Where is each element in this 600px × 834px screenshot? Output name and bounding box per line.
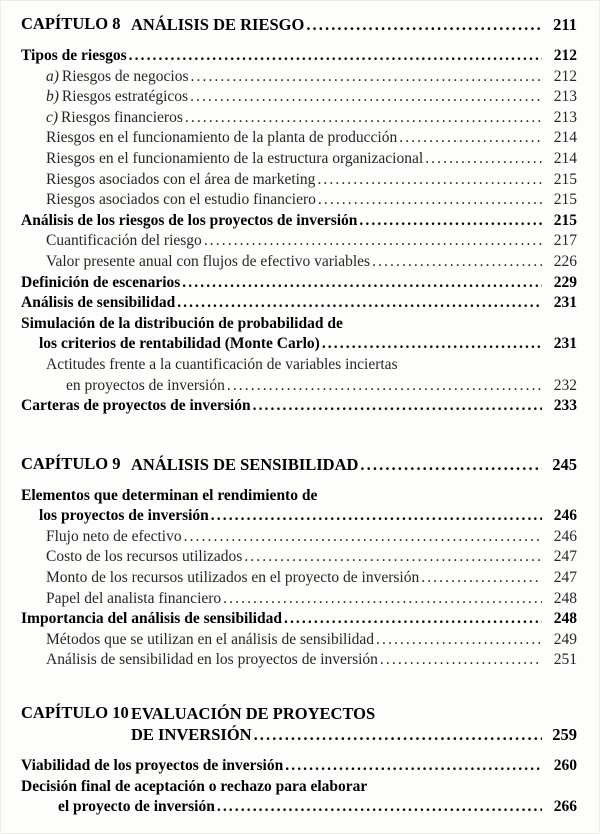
dot-leader [185, 108, 542, 129]
entry-title: Definición de escenarios [21, 273, 181, 291]
dot-leader [227, 376, 542, 397]
page-number: 226 [553, 252, 577, 270]
entry-title: Viabilidad de los proyectos de inversión [21, 757, 284, 775]
entry-letter: a) [46, 67, 59, 85]
chapter-heading [21, 703, 577, 745]
entry-title: a) Riesgos de negocios [46, 67, 189, 85]
page-number: 233 [553, 397, 577, 415]
dot-leader [223, 589, 542, 610]
toc-entry [21, 376, 577, 397]
dot-leader [399, 128, 542, 149]
chapter-title-line [131, 14, 577, 35]
entry-letter: b) [46, 88, 59, 106]
entry-title: Cuantificación del riesgo [46, 232, 202, 250]
chapter-title: ANÁLISIS DE SENSIBILIDAD [131, 454, 359, 474]
page-number: 211 [553, 15, 577, 34]
toc-entry [21, 547, 577, 568]
page-number: 248 [553, 589, 577, 607]
dot-leader [244, 547, 542, 568]
entry-title: Elementos que determinan el rendimiento de [21, 486, 318, 504]
dot-leader [284, 609, 542, 630]
dot-leader [425, 149, 542, 170]
page-number: 266 [553, 798, 577, 816]
page-number: 215 [553, 191, 577, 209]
dot-leader [317, 170, 542, 191]
entry-letter: c) [46, 108, 59, 126]
entry-title: Costo de los recursos utilizados [46, 548, 243, 566]
toc-entry [21, 314, 577, 335]
toc-entry [21, 67, 577, 88]
page-number: 251 [553, 651, 577, 669]
dot-leader [129, 46, 542, 67]
dot-leader [318, 190, 542, 211]
toc-entry [21, 589, 577, 610]
toc-entry [21, 777, 577, 798]
dot-leader [177, 293, 542, 314]
page-number: 213 [553, 88, 577, 106]
toc-entry [21, 396, 577, 417]
toc-entry [21, 273, 577, 294]
dot-leader [184, 527, 542, 548]
toc-entry [21, 506, 577, 527]
page-number: 259 [552, 725, 577, 745]
page-number: 217 [553, 232, 577, 250]
dot-leader [217, 797, 542, 818]
dot-leader [322, 334, 542, 355]
chapter-label: CAPÍTULO 10 [21, 703, 129, 723]
chapter-title-lines [131, 454, 577, 475]
entry-title: Métodos que se utilizan en el análisis de sensibilidad [46, 630, 375, 648]
entry-title: Tipos de riesgos [21, 47, 127, 64]
chapter-title-lines [131, 703, 577, 745]
toc-entry [21, 170, 577, 191]
entry-title: Simulación de la distribución de probabilidad de [21, 314, 343, 332]
chapter-title-line [131, 454, 577, 475]
page-number: 260 [553, 757, 577, 775]
entry-title: Papel del analista financiero [46, 589, 222, 607]
toc-entry [21, 293, 577, 314]
toc-entry [21, 609, 577, 630]
dot-leader [191, 67, 543, 88]
page-number: 246 [553, 527, 577, 545]
toc [21, 14, 577, 818]
entry-title: Riesgos en el funcionamiento de la estructura organizacional [46, 149, 424, 167]
entry-title: Decisión final de aceptación o rechazo para elaborar [21, 777, 368, 795]
toc-entry [21, 149, 577, 170]
dot-leader [254, 724, 542, 745]
page-number: 246 [553, 507, 577, 525]
page-number: 247 [553, 569, 577, 587]
page-number: 213 [553, 108, 577, 126]
page-number: 245 [552, 454, 577, 474]
toc-entry [21, 211, 577, 232]
chapter-title: EVALUACIÓN DE PROYECTOS [131, 704, 376, 724]
entry-title: Monto de los recursos utilizados en el proyecto de inversión [46, 569, 420, 587]
toc-section [21, 454, 577, 671]
toc-entry [21, 252, 577, 273]
dot-leader [306, 14, 542, 35]
entry-title: Riesgos en el funcionamiento de la planta de producción [46, 129, 398, 147]
toc-section [21, 703, 577, 818]
page-number: 231 [553, 335, 577, 353]
entry-title: los proyectos de inversión [39, 507, 209, 525]
toc-entry [21, 128, 577, 149]
entry-title: Análisis de sensibilidad [21, 294, 176, 312]
page-number: 215 [553, 211, 577, 229]
page-number: 229 [553, 273, 577, 291]
entry-title: Importancia del análisis de sensibilidad [21, 610, 282, 628]
toc-entry [21, 568, 577, 589]
chapter-heading [21, 14, 577, 35]
dot-leader [211, 506, 542, 527]
chapter-title: DE INVERSIÓN [131, 725, 252, 745]
toc-section [21, 14, 577, 417]
dot-leader [285, 756, 542, 777]
chapter-heading [21, 454, 577, 475]
entry-title: Riesgos asociados con el área de marketing [46, 170, 316, 188]
chapter-label: CAPÍTULO 9 [21, 453, 121, 473]
toc-entry [21, 231, 577, 252]
dot-leader [372, 252, 542, 273]
chapter-title-line [131, 703, 577, 724]
entry-title: Riesgos asociados con el estudio financiero [46, 191, 316, 209]
page-number: 232 [553, 376, 577, 394]
toc-entry [21, 46, 577, 67]
toc-entry [21, 108, 577, 129]
entry-title: Carteras de proyectos de inversión [21, 397, 251, 415]
entry-title: el proyecto de inversión [58, 798, 215, 816]
page-number: 231 [553, 294, 577, 312]
entry-title: Flujo neto de efectivo [46, 527, 182, 545]
page-number: 248 [553, 610, 577, 628]
dot-leader [360, 454, 542, 475]
toc-entry [21, 190, 577, 211]
entry-title: los criterios de rentabilidad (Monte Carlo) [39, 335, 320, 353]
entry-title: en proyectos de inversión [66, 376, 225, 394]
toc-entry [21, 355, 577, 376]
dot-leader [359, 211, 542, 232]
dot-leader [190, 87, 542, 108]
dot-leader [421, 568, 542, 589]
entry-title: b) Riesgos estratégicos [46, 88, 189, 106]
dot-leader [182, 273, 542, 294]
dot-leader [204, 231, 542, 252]
dot-leader [380, 650, 542, 671]
toc-entry [21, 630, 577, 651]
page-number: 247 [553, 548, 577, 566]
toc-entry [21, 87, 577, 108]
page-number: 214 [553, 149, 577, 167]
toc-entry [21, 334, 577, 355]
entry-title: Análisis de sensibilidad en los proyectos de inversión [46, 651, 378, 669]
toc-entry [21, 650, 577, 671]
dot-leader [253, 396, 542, 417]
entry-title: Análisis de los riesgos de los proyectos de inversión [21, 211, 358, 229]
chapter-title: ANÁLISIS DE RIESGO [131, 15, 305, 34]
chapter-label: CAPÍTULO 8 [21, 14, 121, 33]
page-number: 215 [553, 170, 577, 188]
page-number: 249 [553, 630, 577, 648]
toc-entry [21, 527, 577, 548]
chapter-title-lines [131, 14, 577, 35]
page-number: 212 [553, 67, 577, 85]
page-number: 214 [553, 129, 577, 147]
entry-title: Actitudes frente a la cuantificación de variables inciertas [46, 355, 398, 373]
toc-entry [21, 756, 577, 777]
chapter-title-line [131, 724, 577, 745]
toc-entry [21, 797, 577, 818]
dot-leader [376, 630, 542, 651]
page-number: 212 [553, 47, 577, 64]
entry-title: c) Riesgos financieros [46, 108, 183, 126]
entry-title: Valor presente anual con flujos de efectivo variables [46, 252, 371, 270]
toc-entry [21, 486, 577, 507]
